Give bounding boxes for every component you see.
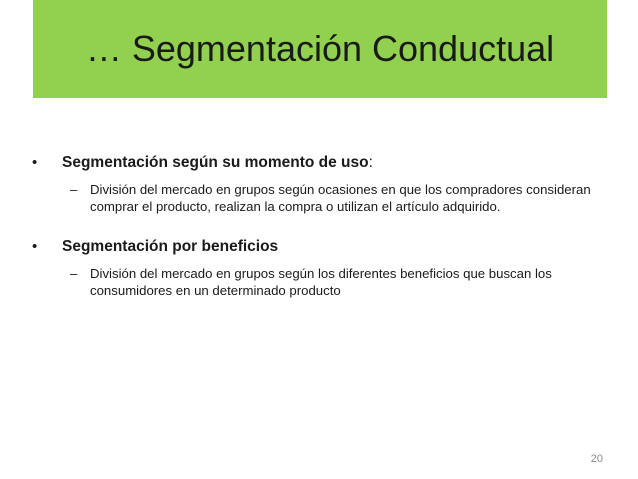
- sub-bullet-marker: –: [70, 182, 78, 197]
- bullet-heading: Segmentación por beneficios: [62, 238, 279, 255]
- bullet-marker: •: [32, 154, 38, 171]
- bullet-item: [30, 237, 615, 257]
- page-number: 20: [590, 453, 603, 465]
- bullet-item: [30, 153, 615, 173]
- slide-content: [30, 153, 615, 299]
- slide-title: … Segmentación Conductual: [85, 28, 555, 69]
- sub-bullet-marker: –: [70, 266, 78, 281]
- title-banner: [33, 0, 607, 98]
- sub-bullet-item: [70, 265, 615, 299]
- sub-bullet-text: División del mercado en grupos según los diferentes beneficios que buscan los consumidores en un determinado producto: [90, 266, 552, 298]
- bullet-heading: Segmentación según su momento de uso: [62, 154, 369, 171]
- sub-bullet-item: [70, 181, 615, 215]
- bullet-marker: •: [32, 238, 38, 255]
- sub-bullet-text: División del mercado en grupos según ocasiones en que los compradores consideran comprar el producto, realizan la compra o utilizan el artículo adquirido.: [90, 182, 591, 214]
- bullet-heading-suffix: :: [368, 154, 373, 171]
